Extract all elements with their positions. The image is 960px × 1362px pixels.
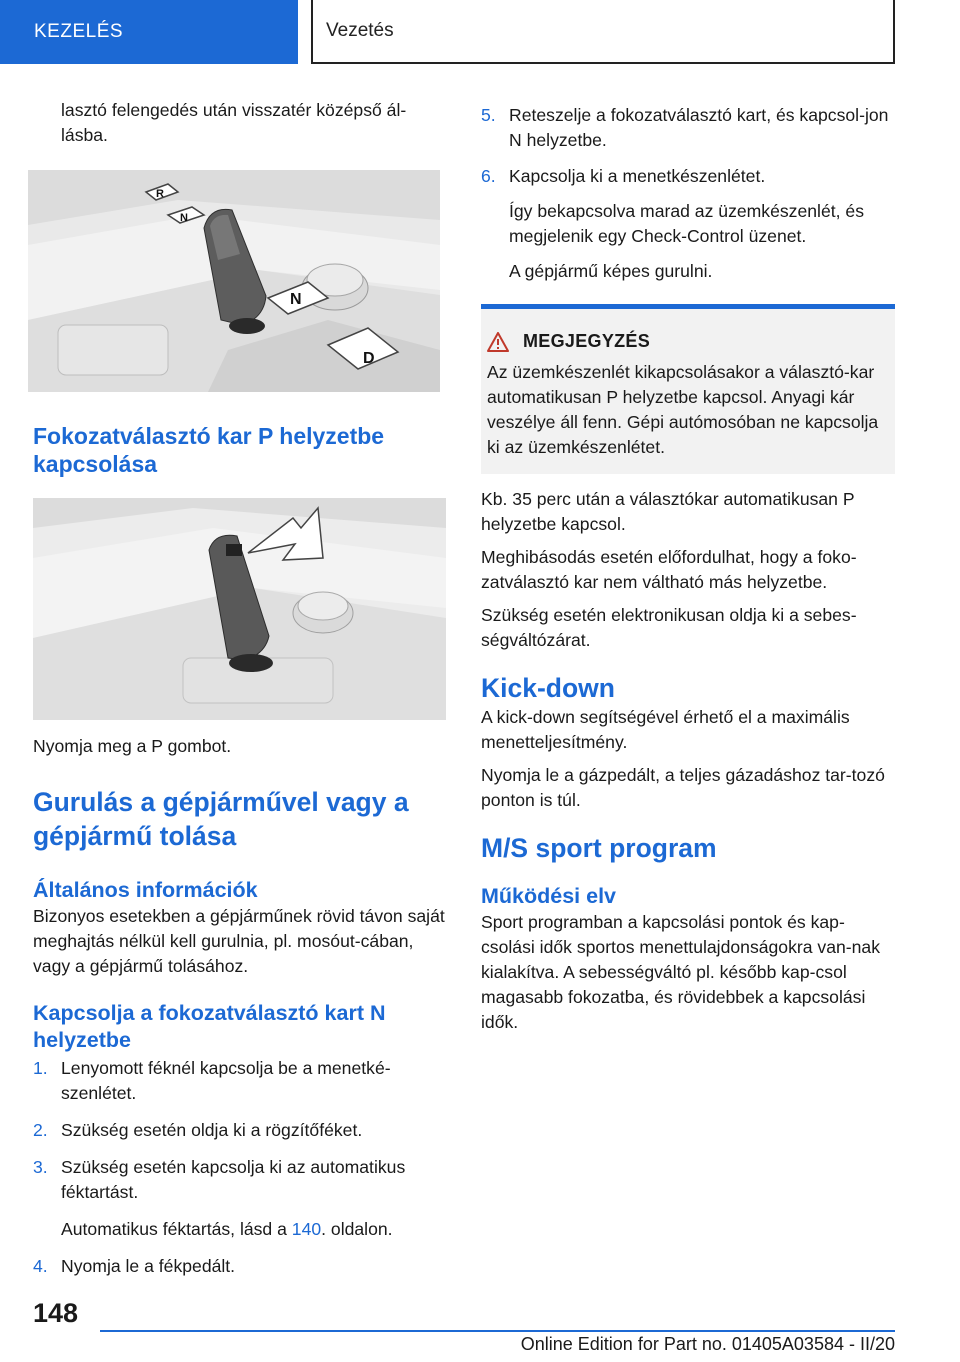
heading-shift-to-n: Kapcsolja a fokozatválasztó kart N helyzetbe <box>33 1001 386 1052</box>
figure-label-n-upper: N <box>180 212 188 224</box>
electronic-release-text: Szükség esetén elektronikusan oldja ki a sebes-ségváltózárat. <box>481 605 857 650</box>
figure-label-r: R <box>156 188 164 200</box>
step-text: Nyomja le a fékpedált. <box>61 1256 236 1276</box>
step-number: 2. <box>33 1120 48 1140</box>
chapter-title: Vezetés <box>311 0 895 64</box>
note-header <box>487 329 888 354</box>
kickdown-text-1: A kick-down segítségével érhető el a maximális menetteljesítmény. <box>481 707 850 752</box>
step-text: Lenyomott féknél kapcsolja be a menetké-szenlétet. <box>61 1058 391 1103</box>
gear-selector-figure-p-button <box>33 498 446 720</box>
warning-icon <box>487 332 509 352</box>
general-info-text: Bizonyos esetekben a gépjárműnek rövid távon saját meghajtás nélkül kell gurulnia, pl. mosóut-cában, vagy a gépjármű tolásához. <box>33 906 445 976</box>
heading-p-position: Fokozatválasztó kar P helyzetbe kapcsolása <box>33 423 385 477</box>
reference-text: Automatikus féktartás, lásd a <box>61 1219 292 1239</box>
step-6 <box>481 164 895 189</box>
note-title: MEGJEGYZÉS <box>523 331 651 351</box>
step-6-detail: Így bekapcsolva marad az üzemkészenlét, és megjelenik egy Check-Control üzenet. <box>509 201 864 246</box>
step-number: 6. <box>481 166 496 186</box>
step-3 <box>33 1155 446 1205</box>
auto-park-text: Kb. 35 perc után a választókar automatikusan P helyzetbe kapcsol. <box>481 489 855 534</box>
step-number: 4. <box>33 1256 48 1276</box>
step-6-result: A gépjármű képes gurulni. <box>509 261 713 281</box>
step-text: Kapcsolja ki a menetkészenlétet. <box>509 166 766 186</box>
malfunction-text: Meghibásodás esetén előfordulhat, hogy a foko-zatválasztó kar nem váltható más helyzetbe. <box>481 547 857 592</box>
heading-principle: Működési elv <box>481 884 617 908</box>
intro-text: lasztó felengedés után visszatér középső ál-lásba. <box>61 100 407 145</box>
step-4 <box>33 1254 446 1279</box>
step-number: 5. <box>481 105 496 125</box>
right-column <box>481 103 895 1035</box>
page-header <box>0 0 960 66</box>
figure-label-d: D <box>363 350 375 367</box>
edition-footer: Online Edition for Part no. 01405A03584 - II/20 <box>520 1334 895 1354</box>
reference-suffix: . oldalon. <box>321 1219 393 1239</box>
step-text: Szükség esetén kapcsolja ki az automatikus féktartást. <box>61 1157 406 1202</box>
step-text: Reteszelje a fokozatválasztó kart, és kapcsol-jon N helyzetbe. <box>509 105 889 150</box>
gear-selector-figure-positions <box>28 170 440 392</box>
step-2 <box>33 1118 446 1143</box>
step-number: 3. <box>33 1157 48 1177</box>
heading-ms-sport: M/S sport program <box>481 833 717 863</box>
caption-press-p: Nyomja meg a P gombot. <box>33 736 232 756</box>
step-text: Szükség esetén oldja ki a rögzítőféket. <box>61 1120 363 1140</box>
heading-kickdown: Kick-down <box>481 673 615 703</box>
note-text: Az üzemkészenlét kikapcsolásakor a választó-kar automatikusan P helyzetbe kapcsol. Anyagi kár veszélye áll fenn. Gépi autómosóban ne kapcsolja ki az üzemkészenlétet. <box>487 362 879 457</box>
note-box <box>481 304 895 474</box>
left-column <box>33 98 446 1279</box>
figure-label-n: N <box>290 291 302 308</box>
page-link-140[interactable]: 140 <box>291 1219 322 1239</box>
kickdown-text-2: Nyomja le a gázpedált, a teljes gázadáshoz tar-tozó ponton is túl. <box>481 765 885 810</box>
step-5 <box>481 103 895 153</box>
page-number: 148 <box>33 1298 79 1328</box>
step-number: 1. <box>33 1058 48 1078</box>
principle-text: Sport programban a kapcsolási pontok és kap-csolási idők sportos menettulajdonságokra van-nak kialakítva. A sebességváltó pl. később kap-csol magasabb fokozatba, és rövidebbek a kapcsolási idők. <box>481 912 881 1032</box>
footer-divider <box>100 1330 895 1332</box>
heading-general-info: Általános információk <box>33 878 258 902</box>
step-3-reference <box>33 1217 446 1242</box>
section-tab[interactable]: KEZELÉS <box>0 0 298 64</box>
heading-rolling: Gurulás a gépjárművel vagy a gépjármű tolása <box>33 787 409 851</box>
step-1 <box>33 1056 446 1106</box>
